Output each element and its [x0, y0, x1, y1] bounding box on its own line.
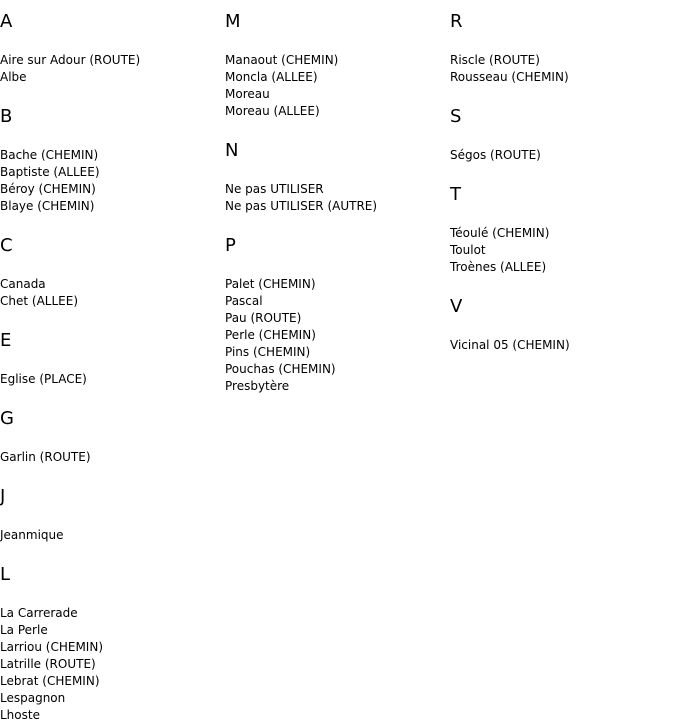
letter-group-m — [225, 11, 450, 120]
street-item[interactable]: Palet (CHEMIN) — [225, 277, 316, 291]
street-item[interactable]: Eglise (PLACE) — [0, 372, 87, 386]
letter-group-j — [0, 486, 225, 544]
street-list — [225, 181, 450, 215]
street-list — [225, 276, 450, 395]
letter-heading: E — [0, 330, 12, 351]
letter-group-b — [0, 106, 225, 215]
letter-heading: M — [225, 11, 241, 32]
street-item[interactable]: Moncla (ALLEE) — [225, 70, 318, 84]
letter-group-c — [0, 235, 225, 310]
street-list — [450, 337, 675, 354]
street-item[interactable]: Riscle (ROUTE) — [450, 53, 540, 67]
street-item[interactable]: Ne pas UTILISER — [225, 182, 324, 196]
letter-heading: A — [0, 11, 13, 32]
street-item[interactable]: Vicinal 05 (CHEMIN) — [450, 338, 570, 352]
street-item[interactable]: Larriou (CHEMIN) — [0, 640, 104, 654]
street-item[interactable]: Troènes (ALLEE) — [450, 260, 547, 274]
letter-heading: B — [0, 106, 13, 127]
letter-group-n — [225, 140, 450, 215]
letter-heading: R — [450, 11, 463, 32]
index-column-2 — [225, 0, 450, 395]
street-list — [0, 449, 225, 466]
street-item[interactable]: Blaye (CHEMIN) — [0, 199, 95, 213]
street-item[interactable]: Pau (ROUTE) — [225, 311, 302, 325]
street-list — [450, 52, 675, 86]
letter-heading: G — [0, 408, 14, 429]
street-list — [0, 527, 225, 544]
street-list — [450, 147, 675, 164]
street-item[interactable]: Canada — [0, 277, 46, 291]
street-list — [0, 371, 225, 388]
letter-group-p — [225, 235, 450, 395]
street-list — [450, 225, 675, 276]
letter-group-t — [450, 184, 675, 276]
street-item[interactable]: Pins (CHEMIN) — [225, 345, 311, 359]
index-column-3 — [450, 0, 675, 354]
letter-group-l — [0, 564, 225, 724]
street-item[interactable]: La Carrerade — [0, 606, 78, 620]
street-item[interactable]: La Perle — [0, 623, 48, 637]
letter-group-a — [0, 11, 225, 86]
street-item[interactable]: Téoulé (CHEMIN) — [450, 226, 550, 240]
street-list — [0, 147, 225, 215]
street-item[interactable]: Bache (CHEMIN) — [0, 148, 99, 162]
street-list — [0, 276, 225, 310]
street-item[interactable]: Lebrat (CHEMIN) — [0, 674, 100, 688]
letter-heading: J — [0, 486, 6, 507]
street-item[interactable]: Garlin (ROUTE) — [0, 450, 91, 464]
street-item[interactable]: Perle (CHEMIN) — [225, 328, 316, 342]
street-item[interactable]: Manaout (CHEMIN) — [225, 53, 339, 67]
street-item[interactable]: Chet (ALLEE) — [0, 294, 78, 308]
letter-heading: P — [225, 235, 236, 256]
letter-group-r — [450, 11, 675, 86]
street-item[interactable]: Pascal — [225, 294, 263, 308]
street-item[interactable]: Latrille (ROUTE) — [0, 657, 96, 671]
street-item[interactable]: Pouchas (CHEMIN) — [225, 362, 336, 376]
letter-group-s — [450, 106, 675, 164]
street-item[interactable]: Rousseau (CHEMIN) — [450, 70, 569, 84]
street-item[interactable]: Toulot — [450, 243, 486, 257]
letter-heading: N — [225, 140, 239, 161]
street-item[interactable]: Béroy (CHEMIN) — [0, 182, 96, 196]
street-item[interactable]: Ségos (ROUTE) — [450, 148, 541, 162]
street-item[interactable]: Moreau (ALLEE) — [225, 104, 320, 118]
street-list — [0, 605, 225, 724]
letter-heading: L — [0, 564, 11, 585]
street-item[interactable]: Moreau — [225, 87, 270, 101]
index-column-1 — [0, 0, 225, 724]
letter-heading: C — [0, 235, 13, 256]
letter-heading: T — [450, 184, 461, 205]
letter-heading: V — [450, 296, 463, 317]
street-item[interactable]: Presbytère — [225, 379, 290, 393]
street-item[interactable]: Baptiste (ALLEE) — [0, 165, 100, 179]
street-list — [0, 52, 225, 86]
street-item[interactable]: Lespagnon — [0, 691, 66, 705]
street-item[interactable]: Aire sur Adour (ROUTE) — [0, 53, 141, 67]
letter-group-e — [0, 330, 225, 388]
street-item[interactable]: Jeanmique — [0, 528, 64, 542]
letter-group-g — [0, 408, 225, 466]
street-item[interactable]: Ne pas UTILISER (AUTRE) — [225, 199, 378, 213]
street-list — [225, 52, 450, 120]
street-item[interactable]: Lhoste — [0, 708, 40, 722]
letter-group-v — [450, 296, 675, 354]
letter-heading: S — [450, 106, 462, 127]
street-item[interactable]: Albe — [0, 70, 27, 84]
